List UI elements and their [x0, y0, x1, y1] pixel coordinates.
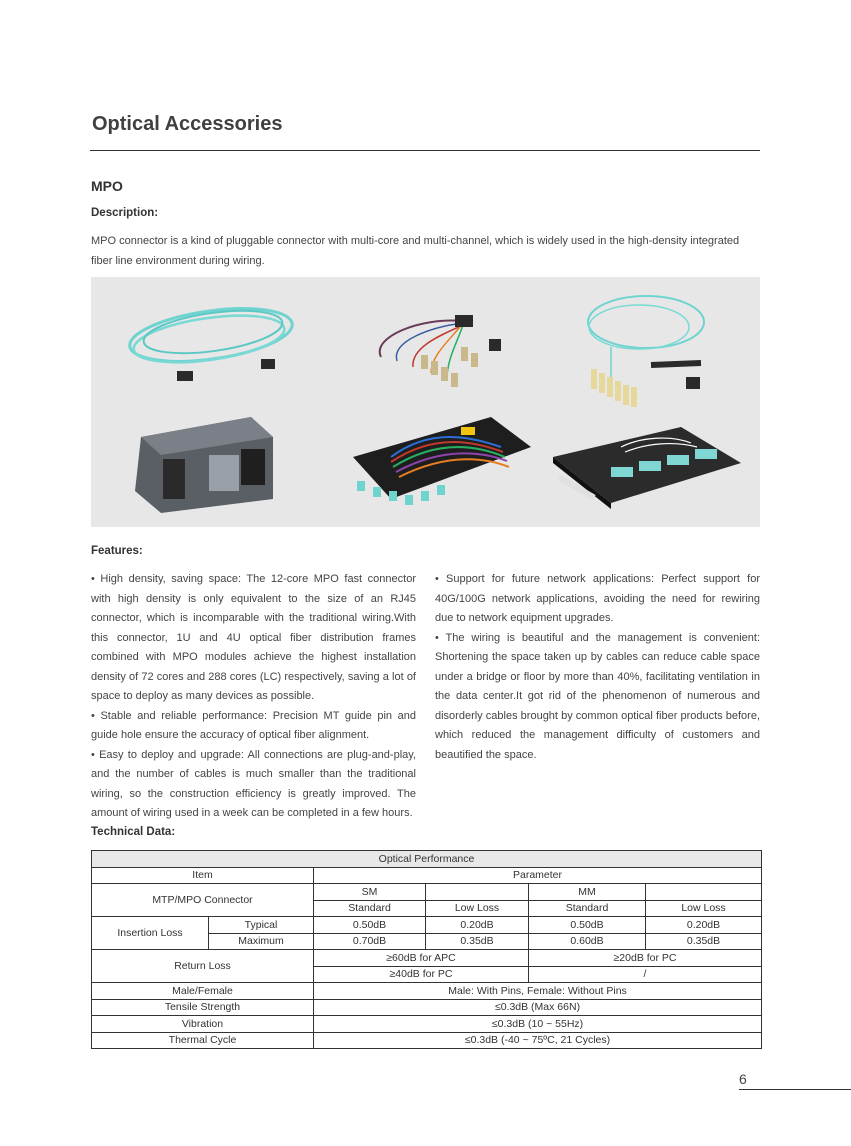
- table-cell: ≥40dB for PC: [314, 966, 529, 983]
- item-header: Item: [92, 867, 314, 884]
- table-row: [92, 867, 762, 884]
- title-divider: [90, 150, 760, 151]
- parameter-header: Parameter: [314, 867, 762, 884]
- return-loss-label: Return Loss: [92, 950, 314, 983]
- table-cell: 0.35dB: [646, 933, 762, 950]
- tensile-label: Tensile Strength: [92, 999, 314, 1016]
- table-cell: 0.50dB: [314, 917, 426, 934]
- feature-item: • Support for future network applications: Perfect support for 40G/100G network applications, avoiding the need for rewiring due to network equipment upgrades.: [435, 573, 760, 624]
- table-cell: 0.70dB: [314, 933, 426, 950]
- feature-item: • Easy to deploy and upgrade: All connections are plug-and-play, and the number of cables is much smaller than the traditional wiring, so the construction efficiency is greatly improved. The amount of wiring used in a week can be completed in a few hours.: [91, 748, 416, 819]
- page-number: 6: [739, 1071, 747, 1087]
- male-female-label: Male/Female: [92, 983, 314, 1000]
- table-title: Optical Performance: [92, 851, 762, 868]
- table-cell: 0.60dB: [529, 933, 646, 950]
- table-cell: /: [529, 966, 762, 983]
- table-row: [92, 1032, 762, 1049]
- technical-data-heading: Technical Data:: [91, 826, 176, 838]
- connector-label: MTP/MPO Connector: [92, 884, 314, 917]
- product-photo-panel: [91, 277, 760, 527]
- mpo-patch-cord-image: [126, 300, 295, 381]
- table-row: [92, 983, 762, 1000]
- table-cell: 0.50dB: [529, 917, 646, 934]
- sm-header: SM: [314, 884, 426, 901]
- table-row: [92, 1016, 762, 1033]
- table-row: [92, 950, 762, 967]
- table-cell: [646, 884, 762, 901]
- feature-item: • High density, saving space: The 12-core MPO fast connector with high density is only equivalent to the size of an RJ45 connector, which is incomparable with the traditional wiring.With this connector, 1U and 4U optical fiber distribution frames combined with MPO modules achieve the highest installation density of 72 cores and 288 cores (LC) respectively, saving a lot of space to deploy as many devices as possible.: [91, 573, 416, 702]
- mm-header: MM: [529, 884, 646, 901]
- description-text: MPO connector is a kind of pluggable connector with multi-core and multi-channel, which is widely used in the high-density integrated fiber line environment during wiring.: [91, 235, 740, 267]
- table-cell: Male: With Pins, Female: Without Pins: [314, 983, 762, 1000]
- table-cell: ≤0.3dB (10 ~ 55Hz): [314, 1016, 762, 1033]
- table-row: [92, 851, 762, 868]
- feature-item: • Stable and reliable performance: Precision MT guide pin and guide hole ensure the accuracy of optical fiber alignment.: [91, 709, 416, 741]
- feature-item: • The wiring is beautiful and the management is convenient: Shortening the space taken up by cables can reduce cable space under a bridge or floor by more than 40%, facilitating ventilation in the data center.It got rid of the phenomenon of numerous and disorderly cables brought by common optical fiber products before, which reduced the management difficulty of customers and beautified the space.: [435, 631, 760, 761]
- thermal-label: Thermal Cycle: [92, 1032, 314, 1049]
- mpo-cassette-image: [353, 417, 531, 505]
- mm-standard-header: Standard: [529, 900, 646, 917]
- features-column-right: [435, 570, 760, 765]
- features-column-left: [91, 570, 416, 824]
- table-cell: 0.35dB: [426, 933, 529, 950]
- optical-performance-table: [91, 850, 762, 1049]
- table-cell: 0.20dB: [646, 917, 762, 934]
- product-photos: [91, 277, 760, 527]
- table-cell: [426, 884, 529, 901]
- table-cell: ≤0.3dB (Max 66N): [314, 999, 762, 1016]
- vibration-label: Vibration: [92, 1016, 314, 1033]
- mpo-rack-panel-image: [553, 427, 741, 509]
- section-title: MPO: [91, 178, 123, 194]
- insertion-loss-label: Insertion Loss: [92, 917, 209, 950]
- description-heading: Description:: [91, 207, 159, 219]
- sm-lowloss-header: Low Loss: [426, 900, 529, 917]
- mm-lowloss-header: Low Loss: [646, 900, 762, 917]
- table-cell: 0.20dB: [426, 917, 529, 934]
- table-row: [92, 999, 762, 1016]
- table-cell: ≥60dB for APC: [314, 950, 529, 967]
- mpo-adapter-image: [135, 417, 273, 513]
- maximum-label: Maximum: [209, 933, 314, 950]
- page-title: Optical Accessories: [92, 113, 283, 135]
- aqua-fanout-image: [588, 296, 704, 407]
- mpo-lc-fanout-image: [380, 315, 501, 387]
- table-cell: ≤0.3dB (-40 ~ 75ºC, 21 Cycles): [314, 1032, 762, 1049]
- typical-label: Typical: [209, 917, 314, 934]
- table-row: [92, 917, 762, 934]
- table-cell: ≥20dB for PC: [529, 950, 762, 967]
- sm-standard-header: Standard: [314, 900, 426, 917]
- table-row: [92, 884, 762, 901]
- page-number-rule: [739, 1089, 851, 1090]
- features-heading: Features:: [91, 545, 143, 557]
